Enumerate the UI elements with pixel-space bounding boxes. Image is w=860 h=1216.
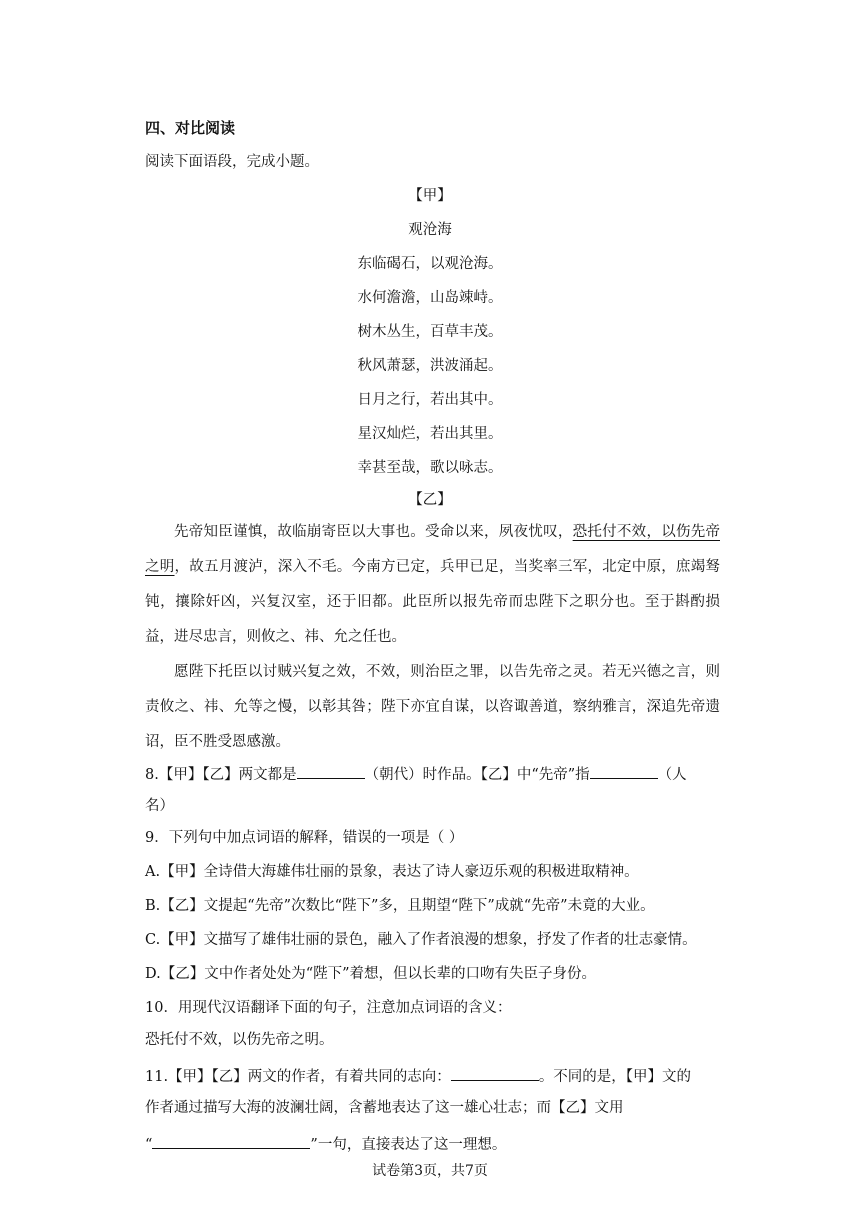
section-heading: 四、对比阅读: [145, 119, 236, 137]
option-c: C.【甲】文描写了雄伟壮丽的景色，融入了作者浪漫的想象，抒发了作者的壮志豪情。: [145, 932, 697, 948]
question-10-sentence: 恐托付不效，以伤先帝之明。: [145, 1032, 334, 1048]
para1-text: ，故五月渡泸，深入不毛。今南方已定，兵甲已足，当奖率三军，北定中原，庶竭驽钝，攘除奸凶，兴复汉室，还于旧都。此臣所以报先帝而忠陛下之职分也。至于斟酌损益，进尽忠言，则攸之、祎、允之任也。: [145, 559, 720, 645]
q11-text: “: [145, 1137, 153, 1153]
q11-text: 。不同的是，【甲】文的: [538, 1069, 692, 1085]
poem-line: 幸甚至哉，歌以咏志。: [357, 460, 503, 476]
underlined-sentence: 恐托付不效，以伤先帝之明: [145, 524, 720, 575]
question-11-line-3: [145, 1132, 720, 1155]
para1-text: 先帝知臣谨慎，故临崩寄臣以大事也。受命以来，夙夜忧叹，: [174, 524, 573, 540]
poem-line: 树木丛生，百草丰茂。: [357, 324, 503, 340]
passage-b-paragraph-1: [145, 515, 720, 655]
question-11-line-2: 作者通过描写大海的波澜壮阔，含蓄地表达了这一雄心壮志；而【乙】文用: [145, 1100, 624, 1116]
answer-blank[interactable]: [451, 1064, 539, 1081]
passage-b-paragraph-2: 愿陛下托臣以讨贼兴复之效，不效，则治臣之罪，以告先帝之灵。若无兴德之言，则责攸之、祎、允等之慢，以彰其咎；陛下亦宜自谋，以咨诹善道，察纳雅言，深追先帝遗诏，臣不胜受恩感激。: [145, 664, 720, 750]
page-footer: 试卷第3页，共7页: [372, 1163, 488, 1179]
q8-text: （人: [657, 767, 687, 783]
answer-blank[interactable]: [590, 762, 658, 779]
question-10-stem: 10．用现代汉语翻译下面的句子，注意加点词语的含义：: [145, 1000, 512, 1016]
answer-blank[interactable]: [152, 1132, 310, 1149]
poem-line: 星汉灿烂，若出其里。: [357, 426, 503, 442]
question-11: [145, 1064, 720, 1087]
q11-text: 11.【甲】【乙】两文的作者，有着共同的志向：: [145, 1069, 451, 1085]
passage-a-marker: 【甲】: [408, 188, 452, 204]
poem-line: 水何澹澹，山岛竦峙。: [357, 290, 503, 306]
question-9-stem: 9．下列句中加点词语的解释，错误的一项是（ ）: [145, 830, 464, 846]
option-b: B.【乙】文提起“先帝”次数比“陛下”多，且期望“陛下”成就“先帝”未竟的大业。: [145, 898, 655, 914]
passage-a-title: 观沧海: [408, 222, 452, 238]
answer-blank[interactable]: [297, 762, 365, 779]
question-8: [145, 762, 720, 785]
poem-line: 东临碣石，以观沧海。: [357, 256, 503, 272]
poem-line: 秋风萧瑟，洪波涌起。: [357, 358, 503, 374]
option-a: A.【甲】全诗借大海雄伟壮丽的景象，表达了诗人豪迈乐观的积极进取精神。: [145, 864, 639, 880]
instruction: 阅读下面语段，完成小题。: [145, 154, 319, 170]
option-d: D.【乙】文中作者处处为“陛下”着想，但以长辈的口吻有失臣子身份。: [145, 966, 597, 982]
question-8-continued: 名）: [145, 798, 174, 814]
passage-b-marker: 【乙】: [408, 492, 452, 508]
q11-text: ”一句，直接表达了这一理想。: [310, 1137, 507, 1153]
q8-text: （朝代）时作品。【乙】中“先帝”指: [364, 767, 590, 783]
poem-line: 日月之行，若出其中。: [357, 392, 503, 408]
q8-text: 8.【甲】【乙】两文都是: [145, 767, 297, 783]
